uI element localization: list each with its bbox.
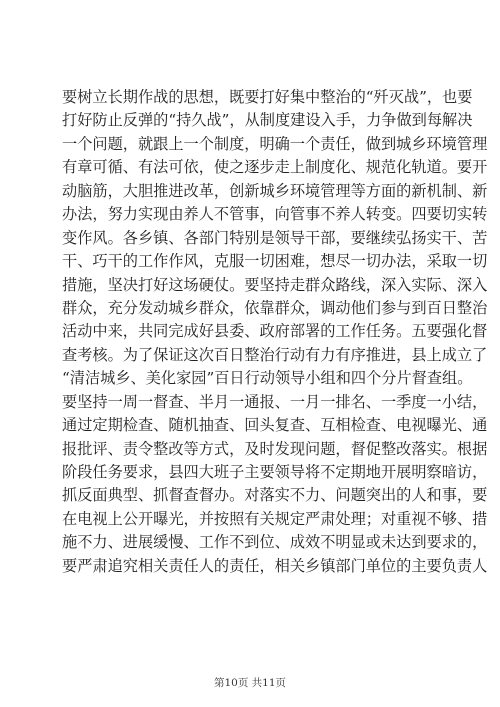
page-number-footer: 第10页 共11页 [213, 677, 287, 689]
text-line: 活动中来，共同完成好县委、政府部署的工作任务。五要强化督 [62, 322, 488, 341]
text-line: 要严肃追究相关责任人的责任，相关乡镇部门单位的主要负责人 [62, 556, 488, 575]
text-line: 措施，坚决打好这场硬仗。要坚持走群众路线，深入实际、深入 [62, 275, 488, 294]
text-line: 打好防止反弹的“持久战”，从制度建设入手，力争做到每解决 [62, 111, 473, 130]
text-line: 查考核。为了保证这次百日整治行动有力有序推进，县上成立了 [62, 345, 488, 364]
text-line: 有章可循、有法可依，使之逐步走上制度化、规范化轨道。要开 [62, 158, 488, 177]
text-line: 抓反面典型、抓督查督办。对落实不力、问题突出的人和事，要 [62, 486, 488, 505]
text-line: 要坚持一周一督查、半月一通报、一月一排名、一季度一小结， [62, 392, 488, 411]
body-text [62, 86, 488, 578]
text-line: 一个问题，就跟上一个制度，明确一个责任，做到城乡环境管理 [62, 134, 488, 153]
text-line: 施不力、进展缓慢、工作不到位、成效不明显或未达到要求的， [62, 533, 488, 552]
text-line: “清洁城乡、美化家园”百日行动领导小组和四个分片督查组。 [62, 369, 473, 388]
text-line: 群众，充分发动城乡群众，依靠群众，调动他们参与到百日整治 [62, 298, 488, 317]
text-line: 阶段任务要求，县四大班子主要领导将不定期地开展明察暗访， [62, 463, 488, 481]
text-line: 要树立长期作战的思想，既要打好集中整治的“歼灭战”，也要 [62, 88, 473, 106]
text-line: 动脑筋，大胆推进改革，创新城乡环境管理等方面的新机制、新 [62, 181, 488, 200]
text-line: 通过定期检查、随机抽查、回头复查、互相检查、电视曝光、通 [62, 416, 488, 435]
text-line: 干、巧干的工作作风，克服一切困难，想尽一切办法，采取一切 [62, 252, 488, 271]
text-line: 变作风。各乡镇、各部门特别是领导干部，要继续弘扬实干、苦 [62, 228, 488, 247]
text-line: 报批评、责令整改等方式，及时发现问题，督促整改落实。根据 [62, 439, 488, 458]
text-line: 在电视上公开曝光，并按照有关规定严肃处理；对重视不够、措 [62, 509, 488, 528]
text-line: 办法，努力实现由养人不管事，向管事不养人转变。四要切实转 [62, 205, 488, 224]
